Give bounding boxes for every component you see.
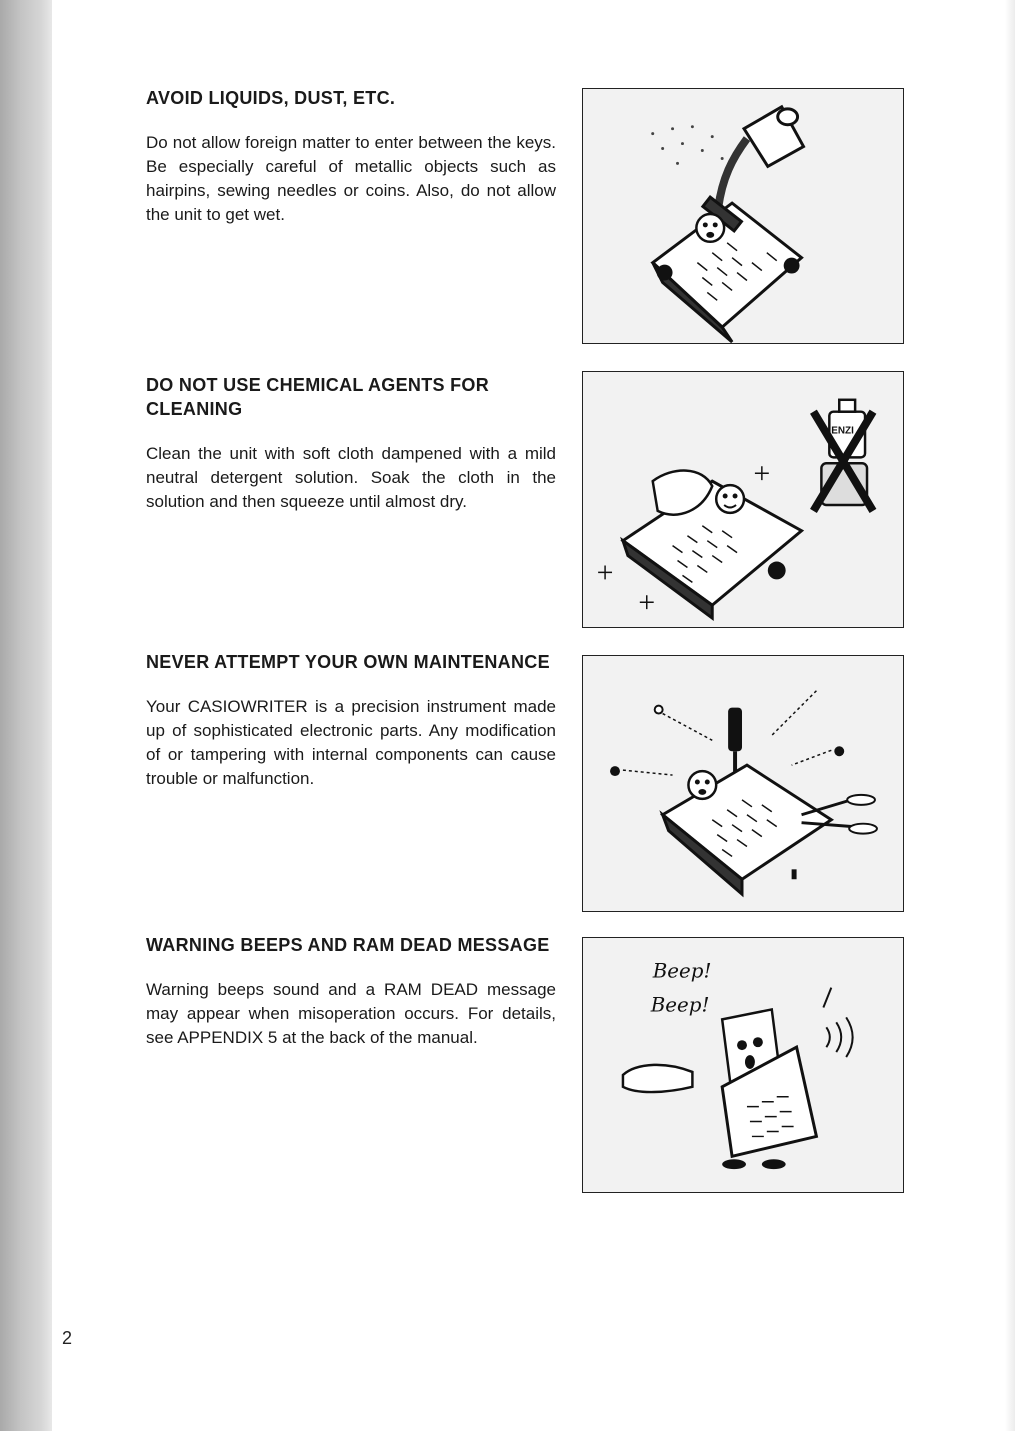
beep-text-1: Beep! (652, 959, 712, 983)
page-edge (1005, 0, 1015, 1431)
section-warning-beeps (146, 933, 556, 1050)
section-body: Clean the unit with soft cloth dampened with a mild neutral detergent solution. Soak the cloth in the solution and then squeeze until almost dry. (146, 444, 556, 511)
section-avoid-liquids (146, 86, 556, 227)
section-body: Warning beeps sound and a RAM DEAD message may appear when misoperation occurs. For details, see APPENDIX 5 at the back of the manual. (146, 980, 556, 1047)
illustration-warning-beeps (582, 937, 904, 1193)
section-no-chemicals (146, 373, 556, 514)
section-body: Your CASIOWRITER is a precision instrument made up of sophisticated electronic parts. Any modification of or tampering with internal components can cause trouble or malfunction. (146, 697, 556, 788)
illustration-liquid-spill (582, 88, 904, 344)
binding-shadow (0, 0, 52, 1431)
typewriter-spill-drawing (583, 89, 903, 343)
typewriter-beep-drawing (583, 938, 903, 1192)
page-number: 2 (62, 1328, 73, 1348)
benzine-label: ENZI (831, 425, 854, 437)
illustration-no-chemicals (582, 371, 904, 628)
section-no-maintenance (146, 650, 556, 791)
typewriter-tamper-drawing (583, 656, 903, 911)
typewriter-cleaning-drawing (583, 372, 903, 627)
section-heading: AVOID LIQUIDS, DUST, ETC. (146, 88, 396, 108)
section-heading: WARNING BEEPS AND RAM DEAD MESSAGE (146, 935, 550, 955)
section-body: Do not allow foreign matter to enter between the keys. Be especially careful of metallic objects such as hairpins, sewing needles or coins. Also, do not allow the unit to get wet. (146, 133, 556, 224)
illustration-tampering (582, 655, 904, 912)
section-heading: NEVER ATTEMPT YOUR OWN MAINTENANCE (146, 652, 550, 672)
section-heading: DO NOT USE CHEMICAL AGENTS FOR CLEANING (146, 375, 490, 419)
beep-text-2: Beep! (650, 993, 710, 1017)
